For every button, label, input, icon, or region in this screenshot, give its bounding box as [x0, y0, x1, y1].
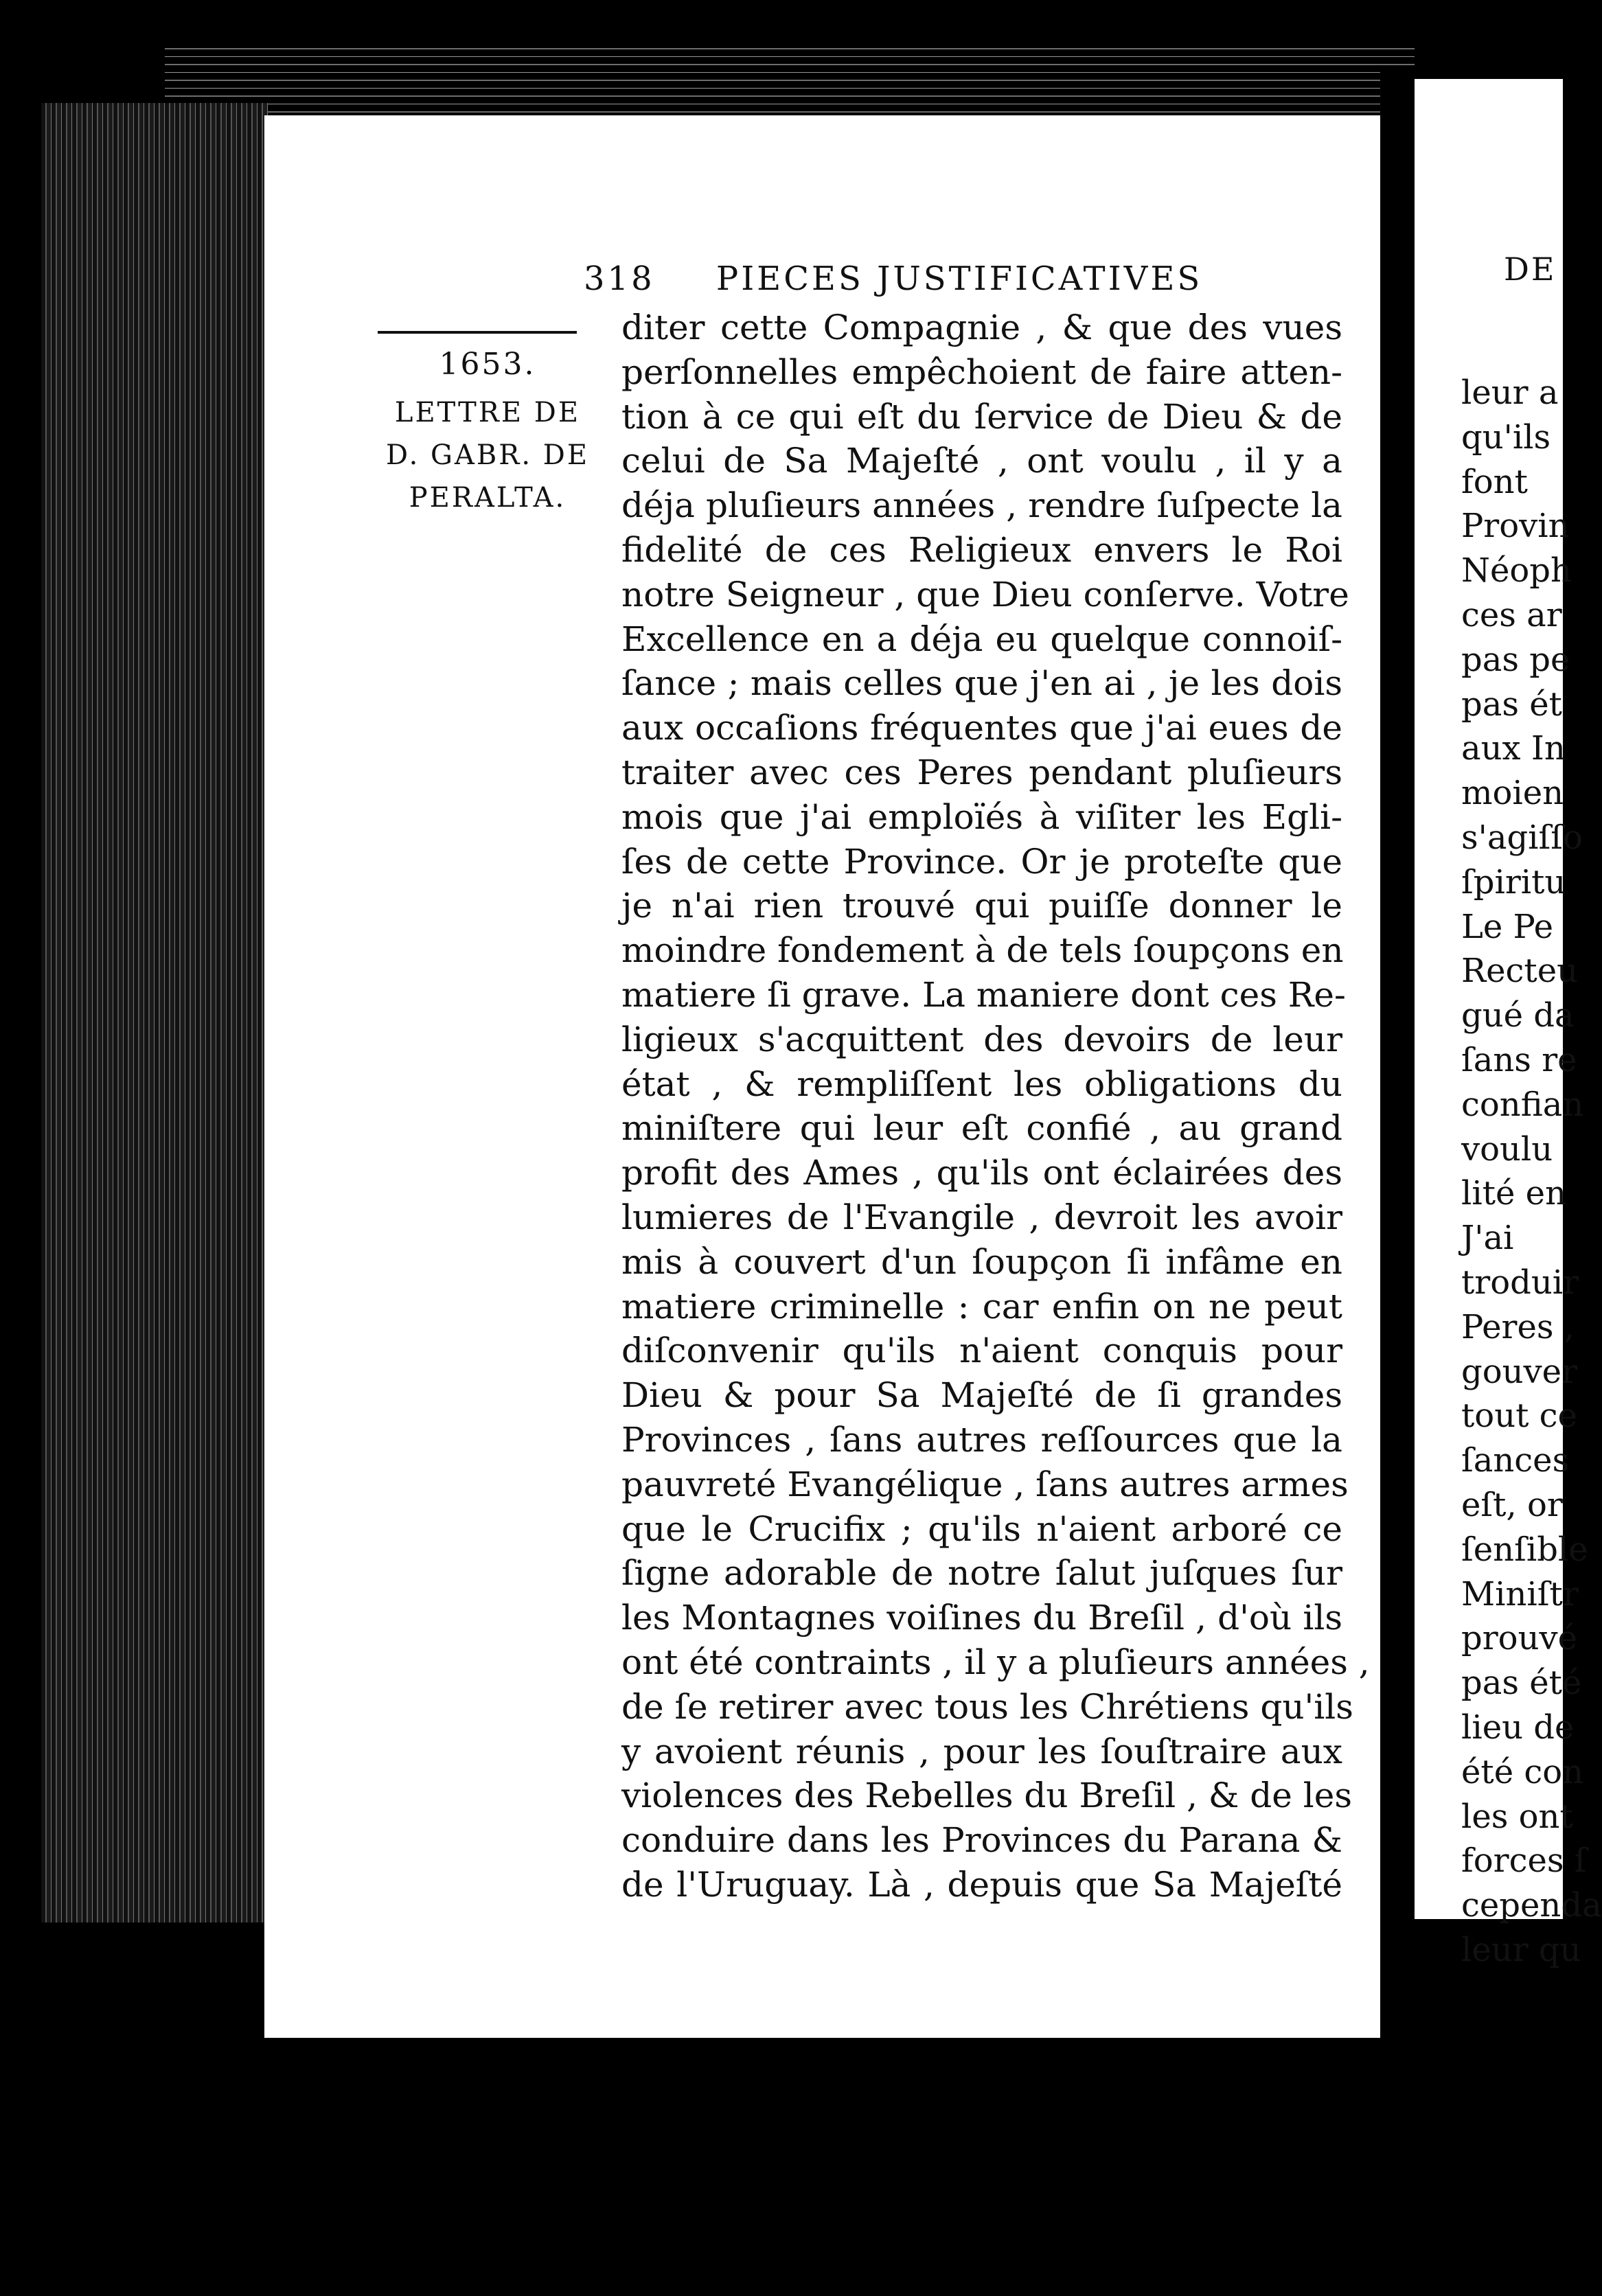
right-page-line: Recteu	[1461, 952, 1579, 991]
body-line: matiere ſi grave. La maniere dont ces Re-	[621, 974, 1346, 1015]
right-page-line: pas pe	[1461, 640, 1570, 679]
body-line: de ſe retirer avec tous les Chrétiens qu'ils	[621, 1686, 1353, 1727]
body-line: moindre fondement à de tels ſoupçons en	[621, 930, 1344, 971]
right-page-line: ſans re	[1461, 1040, 1577, 1079]
right-page-line: les ont	[1461, 1797, 1573, 1836]
body-line: matiere criminelle : car enfin on ne peut	[621, 1286, 1342, 1327]
body-line: celui de Sa Majeſté , ont voulu , il y a	[621, 441, 1342, 481]
body-line: violences des Rebelles du Breſil , & de les	[621, 1776, 1353, 1816]
right-page-line: Le Pe	[1461, 907, 1554, 946]
body-line: notre Seigneur , que Dieu conſerve. Votre	[621, 574, 1349, 615]
right-page-line: voulu	[1461, 1129, 1553, 1169]
body-line: les Montagnes voiſines du Breſil , d'où ils	[621, 1598, 1342, 1638]
body-line: diſconvenir qu'ils n'aient conquis pour	[621, 1331, 1342, 1371]
right-page-line: Provin	[1461, 507, 1570, 546]
right-page-line: gouver	[1461, 1352, 1578, 1391]
right-page-line: cependa	[1461, 1886, 1602, 1925]
body-line: mois que j'ai emploïés à viſiter les Egli-	[621, 796, 1342, 837]
body-line: Provinces , ſans autres reſſources que la	[621, 1419, 1342, 1460]
right-page-line: aux In	[1461, 729, 1566, 768]
right-page-line: s'agiſſo	[1461, 818, 1583, 857]
body-line: déja pluſieurs années , rendre ſuſpecte la	[621, 485, 1342, 526]
right-page-line: forces ſ	[1461, 1841, 1587, 1881]
page-header	[584, 260, 1202, 298]
right-page-line: pas ét	[1461, 685, 1562, 724]
body-line: tion à ce qui eſt du ſervice de Dieu & de	[621, 396, 1342, 437]
right-page-line: lité en	[1461, 1174, 1566, 1213]
right-page-line: leur a	[1461, 374, 1559, 412]
body-line: y avoient réunis , pour les ſouſtraire aux	[621, 1731, 1342, 1771]
right-page-line: moien	[1461, 774, 1564, 813]
body-line: profit des Ames , qu'ils ont éclairées des	[621, 1153, 1342, 1193]
right-page-header: DE	[1504, 251, 1557, 288]
body-line: état , & rempliſſent les obligations du	[621, 1064, 1342, 1104]
body-line: ont été contraints , il y a pluſieurs années ,	[621, 1642, 1370, 1682]
running-title: PIECES JUSTIFICATIVES	[716, 260, 1203, 298]
right-page-line: ſances	[1461, 1441, 1570, 1480]
margin-note-year: 1653.	[439, 347, 536, 382]
body-line: diter cette Compagnie , & que des vues	[621, 308, 1342, 347]
right-page-line: gué da	[1461, 996, 1575, 1035]
body-line: de l'Uruguay. Là , depuis que Sa Majeſté	[621, 1864, 1342, 1905]
body-line: conduire dans les Provinces du Parana &	[621, 1820, 1342, 1861]
right-page-line: font	[1461, 462, 1528, 501]
body-line: Excellence en a déja eu quelque connoiſ-	[621, 619, 1342, 659]
right-page-line: pas été	[1461, 1664, 1582, 1703]
margin-note-line: PERALTA.	[409, 482, 567, 514]
right-page-line: confian	[1461, 1085, 1584, 1124]
body-line: ſance ; mais celles que j'en ai , je les dois	[621, 663, 1342, 704]
body-line: pauvreté Evangélique , ſans autres armes	[621, 1464, 1349, 1504]
right-page-line: tout ce	[1461, 1397, 1577, 1436]
page-number: 318	[584, 260, 655, 298]
right-page-line: lieu de	[1461, 1708, 1575, 1747]
body-text	[621, 306, 1370, 1907]
body-line: miniſtere qui leur eſt confié , au grand	[621, 1108, 1342, 1149]
body-line: que le Crucifix ; qu'ils n'aient arboré ce	[621, 1508, 1342, 1549]
body-line: fidelité de ces Religieux envers le Roi	[621, 529, 1342, 570]
body-line: je n'ai rien trouvé qui puiſſe donner le	[621, 886, 1342, 926]
margin-note-line: D. GABR. DE	[385, 439, 590, 471]
top-page-edges	[165, 41, 1415, 117]
body-line: Dieu & pour Sa Majeſté de ſi grandes	[621, 1375, 1342, 1416]
right-page-line: ces ar	[1461, 595, 1562, 634]
body-line: ligieux s'acquittent des devoirs de leur	[621, 1019, 1342, 1059]
body-line: ſes de cette Province. Or je proteſte que	[621, 841, 1342, 882]
body-line: traiter avec ces Peres pendant pluſieurs	[621, 752, 1342, 792]
right-page-line: eſt, or	[1461, 1485, 1563, 1524]
book-gutter	[1380, 69, 1415, 2060]
right-page-line: Néoph	[1461, 551, 1572, 590]
right-page-text	[1461, 371, 1602, 1973]
book-fore-edge	[41, 103, 268, 1922]
body-line: perſonnelles empêchoient de faire atten-	[621, 352, 1342, 392]
body-line: lumieres de l'Evangile , devroit les avoir	[621, 1197, 1342, 1237]
right-page-line: prouvé	[1461, 1619, 1578, 1658]
right-page-line: leur qu	[1461, 1930, 1581, 1969]
margin-rule	[378, 331, 577, 334]
right-page-line: ſpiritu	[1461, 862, 1566, 902]
right-page-line: Miniſtr	[1461, 1574, 1579, 1614]
right-page-line: ſenſible	[1461, 1530, 1588, 1569]
margin-note	[385, 343, 591, 519]
right-page-line: Peres ,	[1461, 1307, 1575, 1346]
margin-note-line: LETTRE DE	[394, 397, 581, 428]
right-page	[1415, 79, 1602, 1969]
body-line: mis à couvert d'un ſoupçon ſi infâme en	[621, 1241, 1342, 1282]
right-page-line: été con	[1461, 1752, 1584, 1791]
body-line: aux occaſions fréquentes que j'ai eues de	[621, 708, 1342, 748]
right-page-line: troduir	[1461, 1263, 1579, 1302]
right-page-line: J'ai	[1461, 1219, 1514, 1258]
right-page-line: qu'ils	[1461, 417, 1551, 457]
body-line: ſigne adorable de notre ſalut juſques ſur	[621, 1553, 1342, 1594]
